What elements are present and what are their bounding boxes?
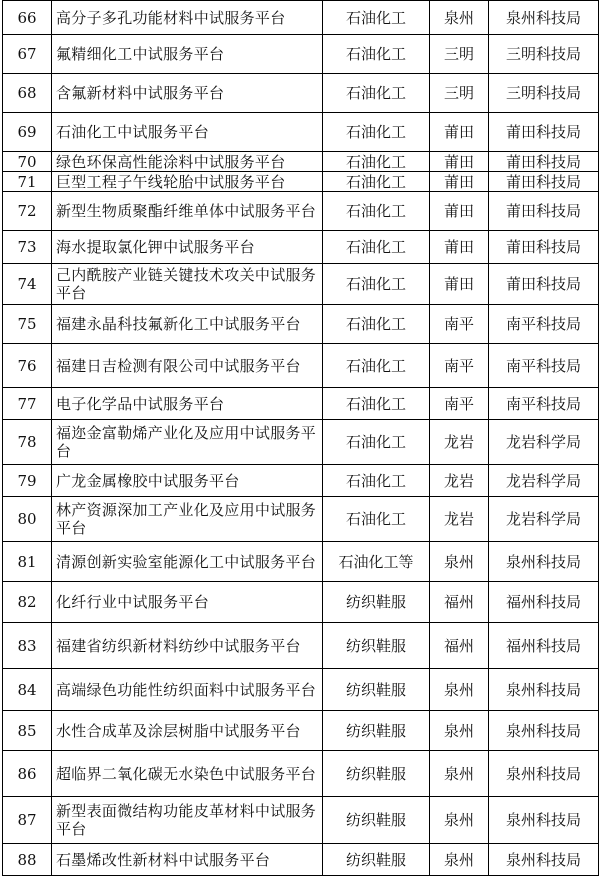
- row-number: 76: [3, 344, 52, 388]
- industry-cell: 纺织鞋服: [323, 797, 430, 844]
- city-cell: 龙岩: [430, 420, 489, 465]
- industry-cell: 石油化工: [323, 152, 430, 172]
- industry-cell: 石油化工: [323, 192, 430, 231]
- city-cell: 泉州: [430, 669, 489, 711]
- row-number: 78: [3, 420, 52, 465]
- industry-cell: 石油化工: [323, 420, 430, 465]
- industry-cell: 纺织鞋服: [323, 844, 430, 876]
- department-cell: 南平科技局: [489, 388, 599, 420]
- table-row: [3, 497, 599, 542]
- platform-name: 林产资源深加工产业化及应用中试服务平台: [52, 497, 323, 542]
- platform-name: 新型表面微结构功能皮革材料中试服务平台: [52, 797, 323, 844]
- row-number: 70: [3, 152, 52, 172]
- table-row: [3, 113, 599, 152]
- industry-cell: 石油化工: [323, 388, 430, 420]
- city-cell: 莆田: [430, 152, 489, 172]
- row-number: 86: [3, 751, 52, 797]
- row-number: 77: [3, 388, 52, 420]
- department-cell: 三明科技局: [489, 35, 599, 74]
- department-cell: 三明科技局: [489, 74, 599, 113]
- platform-name: 超临界二氧化碳无水染色中试服务平台: [52, 751, 323, 797]
- platform-name: 电子化学品中试服务平台: [52, 388, 323, 420]
- table-row: [3, 264, 599, 305]
- platform-name: 化纤行业中试服务平台: [52, 582, 323, 623]
- city-cell: 泉州: [430, 797, 489, 844]
- row-number: 75: [3, 305, 52, 344]
- city-cell: 莆田: [430, 231, 489, 264]
- department-cell: 南平科技局: [489, 305, 599, 344]
- city-cell: 龙岩: [430, 465, 489, 497]
- city-cell: 泉州: [430, 1, 489, 35]
- industry-cell: 石油化工: [323, 1, 430, 35]
- industry-cell: 纺织鞋服: [323, 751, 430, 797]
- city-cell: 龙岩: [430, 497, 489, 542]
- table-row: [3, 74, 599, 113]
- row-number: 73: [3, 231, 52, 264]
- industry-cell: 石油化工: [323, 113, 430, 152]
- city-cell: 泉州: [430, 711, 489, 751]
- row-number: 84: [3, 669, 52, 711]
- department-cell: 莆田科技局: [489, 152, 599, 172]
- platform-name: 福建省纺织新材料纺纱中试服务平台: [52, 623, 323, 669]
- city-cell: 福州: [430, 623, 489, 669]
- industry-cell: 石油化工: [323, 264, 430, 305]
- city-cell: 三明: [430, 74, 489, 113]
- platform-name: 福建日吉检测有限公司中试服务平台: [52, 344, 323, 388]
- platform-table: [2, 0, 599, 876]
- industry-cell: 石油化工: [323, 35, 430, 74]
- table-row: [3, 669, 599, 711]
- department-cell: 莆田科技局: [489, 231, 599, 264]
- department-cell: 福州科技局: [489, 623, 599, 669]
- city-cell: 泉州: [430, 751, 489, 797]
- department-cell: 泉州科技局: [489, 711, 599, 751]
- city-cell: 南平: [430, 305, 489, 344]
- department-cell: 泉州科技局: [489, 751, 599, 797]
- industry-cell: 石油化工: [323, 172, 430, 192]
- row-number: 74: [3, 264, 52, 305]
- platform-name: 水性合成革及涂层树脂中试服务平台: [52, 711, 323, 751]
- city-cell: 三明: [430, 35, 489, 74]
- table-row: [3, 711, 599, 751]
- department-cell: 南平科技局: [489, 344, 599, 388]
- department-cell: 龙岩科学局: [489, 497, 599, 542]
- platform-name: 海水提取氯化钾中试服务平台: [52, 231, 323, 264]
- city-cell: 福州: [430, 582, 489, 623]
- industry-cell: 纺织鞋服: [323, 711, 430, 751]
- platform-name: 绿色环保高性能涂料中试服务平台: [52, 152, 323, 172]
- platform-name: 福建永晶科技氟新化工中试服务平台: [52, 305, 323, 344]
- platform-name: 巨型工程子午线轮胎中试服务平台: [52, 172, 323, 192]
- city-cell: 泉州: [430, 844, 489, 876]
- platform-name: 氟精细化工中试服务平台: [52, 35, 323, 74]
- table-row: [3, 152, 599, 172]
- table-row: [3, 172, 599, 192]
- department-cell: 泉州科技局: [489, 669, 599, 711]
- platform-name: 高端绿色功能性纺织面料中试服务平台: [52, 669, 323, 711]
- department-cell: 莆田科技局: [489, 172, 599, 192]
- row-number: 72: [3, 192, 52, 231]
- city-cell: 南平: [430, 344, 489, 388]
- city-cell: 莆田: [430, 192, 489, 231]
- table-row: [3, 35, 599, 74]
- row-number: 83: [3, 623, 52, 669]
- table-row: [3, 305, 599, 344]
- platform-name: 广龙金属橡胶中试服务平台: [52, 465, 323, 497]
- city-cell: 莆田: [430, 172, 489, 192]
- platform-name: 己内酰胺产业链关键技术攻关中试服务平台: [52, 264, 323, 305]
- department-cell: 泉州科技局: [489, 797, 599, 844]
- table-row: [3, 1, 599, 35]
- industry-cell: 石油化工: [323, 305, 430, 344]
- department-cell: 莆田科技局: [489, 113, 599, 152]
- row-number: 82: [3, 582, 52, 623]
- department-cell: 莆田科技局: [489, 192, 599, 231]
- department-cell: 泉州科技局: [489, 844, 599, 876]
- row-number: 66: [3, 1, 52, 35]
- row-number: 81: [3, 542, 52, 582]
- table-row: [3, 192, 599, 231]
- industry-cell: 石油化工: [323, 465, 430, 497]
- department-cell: 莆田科技局: [489, 264, 599, 305]
- platform-name: 清源创新实验室能源化工中试服务平台: [52, 542, 323, 582]
- city-cell: 泉州: [430, 542, 489, 582]
- platform-name: 新型生物质聚酯纤维单体中试服务平台: [52, 192, 323, 231]
- platform-name: 含氟新材料中试服务平台: [52, 74, 323, 113]
- city-cell: 南平: [430, 388, 489, 420]
- row-number: 79: [3, 465, 52, 497]
- table-row: [3, 582, 599, 623]
- row-number: 88: [3, 844, 52, 876]
- department-cell: 福州科技局: [489, 582, 599, 623]
- city-cell: 莆田: [430, 264, 489, 305]
- industry-cell: 纺织鞋服: [323, 582, 430, 623]
- table-row: [3, 623, 599, 669]
- industry-cell: 石油化工等: [323, 542, 430, 582]
- industry-cell: 纺织鞋服: [323, 669, 430, 711]
- table-row: [3, 751, 599, 797]
- table-row: [3, 465, 599, 497]
- table-row: [3, 344, 599, 388]
- platform-name: 福迩金富勒烯产业化及应用中试服务平台: [52, 420, 323, 465]
- industry-cell: 石油化工: [323, 344, 430, 388]
- industry-cell: 石油化工: [323, 74, 430, 113]
- row-number: 69: [3, 113, 52, 152]
- platform-name: 石油化工中试服务平台: [52, 113, 323, 152]
- platform-table-body: [3, 1, 599, 876]
- department-cell: 泉州科技局: [489, 542, 599, 582]
- table-row: [3, 231, 599, 264]
- table-row: [3, 388, 599, 420]
- row-number: 85: [3, 711, 52, 751]
- industry-cell: 石油化工: [323, 231, 430, 264]
- row-number: 71: [3, 172, 52, 192]
- row-number: 80: [3, 497, 52, 542]
- department-cell: 龙岩科学局: [489, 465, 599, 497]
- row-number: 68: [3, 74, 52, 113]
- industry-cell: 纺织鞋服: [323, 623, 430, 669]
- table-row: [3, 542, 599, 582]
- platform-name: 石墨烯改性新材料中试服务平台: [52, 844, 323, 876]
- platform-name: 高分子多孔功能材料中试服务平台: [52, 1, 323, 35]
- row-number: 67: [3, 35, 52, 74]
- row-number: 87: [3, 797, 52, 844]
- city-cell: 莆田: [430, 113, 489, 152]
- table-row: [3, 420, 599, 465]
- department-cell: 龙岩科学局: [489, 420, 599, 465]
- table-row: [3, 844, 599, 876]
- table-row: [3, 797, 599, 844]
- department-cell: 泉州科技局: [489, 1, 599, 35]
- industry-cell: 石油化工: [323, 497, 430, 542]
